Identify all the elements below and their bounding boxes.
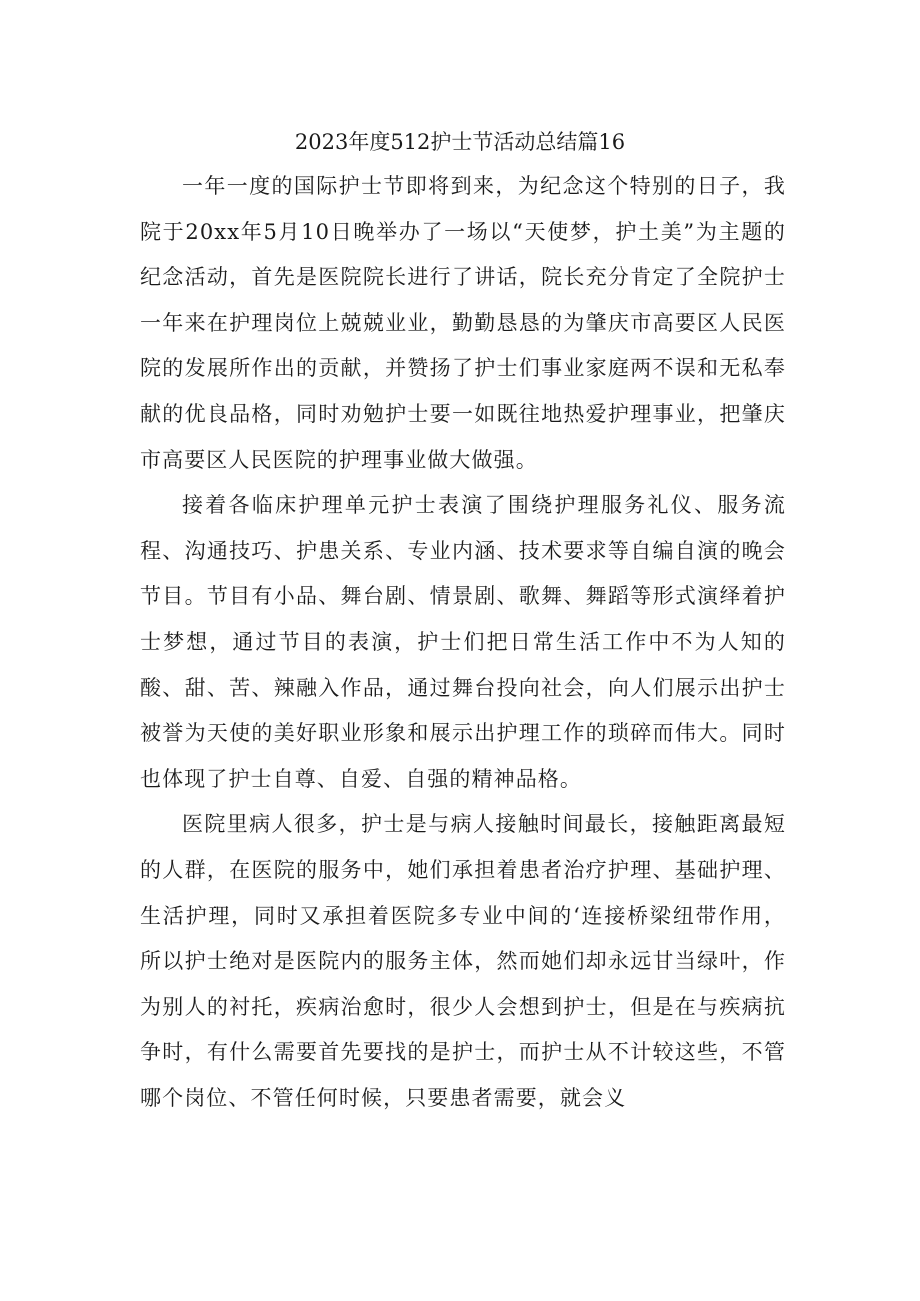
document-body [140, 164, 786, 1121]
paragraph: 接着各临床护理单元护士表演了围绕护理服务礼仪、服务流程、沟通技巧、护患关系、专业内涵、技术要求等自编自演的晚会节目。节目有小品、舞台剧、情景剧、歌舞、舞蹈等形式演绎着护士梦想，通过节目的表演，护士们把日常生活工作中不为人知的酸、甜、苦、辣融入作品，通过舞台投向社会，向人们展示出护士被誉为天使的美好职业形象和展示出护理工作的琐碎而伟大。同时也体现了护士自尊、自爱、自强的精神品格。 [140, 493, 786, 791]
paragraph: 医院里病人很多，护士是与病人接触时间最长，接触距离最短的人群，在医院的服务中，她们承担着患者治疗护理、基础护理、生活护理，同时又承担着医院多专业中间的‘连接桥梁纽带作用，所以护士绝对是医院内的服务主体，然而她们却永远甘当绿叶，作为别人的衬托，疾病治愈时，很少人会想到护士，但是在与疾病抗争时，有什么需要首先要找的是护士，而护士从不计较这些，不管哪个岗位、不管任何时候，只要患者需要，就会义 [140, 812, 786, 1110]
paragraph: 一年一度的国际护士节即将到来，为纪念这个特别的日子，我院于20xx年5月10日晚举办了一场以“天使梦，护土美”为主题的纪念活动，首先是医院院长进行了讲话，院长充分肯定了全院护士一年来在护理岗位上兢兢业业，勤勤恳恳的为肇庆市高要区人民医院的发展所作出的贡献，并赞扬了护士们事业家庭两不误和无私奉献的优良品格，同时劝勉护士要一如既往地热爱护理事业，把肇庆市高要区人民医院的护理事业做大做强。 [140, 174, 786, 472]
document-title: 2023年度512护士节活动总结篇16 [294, 130, 626, 154]
